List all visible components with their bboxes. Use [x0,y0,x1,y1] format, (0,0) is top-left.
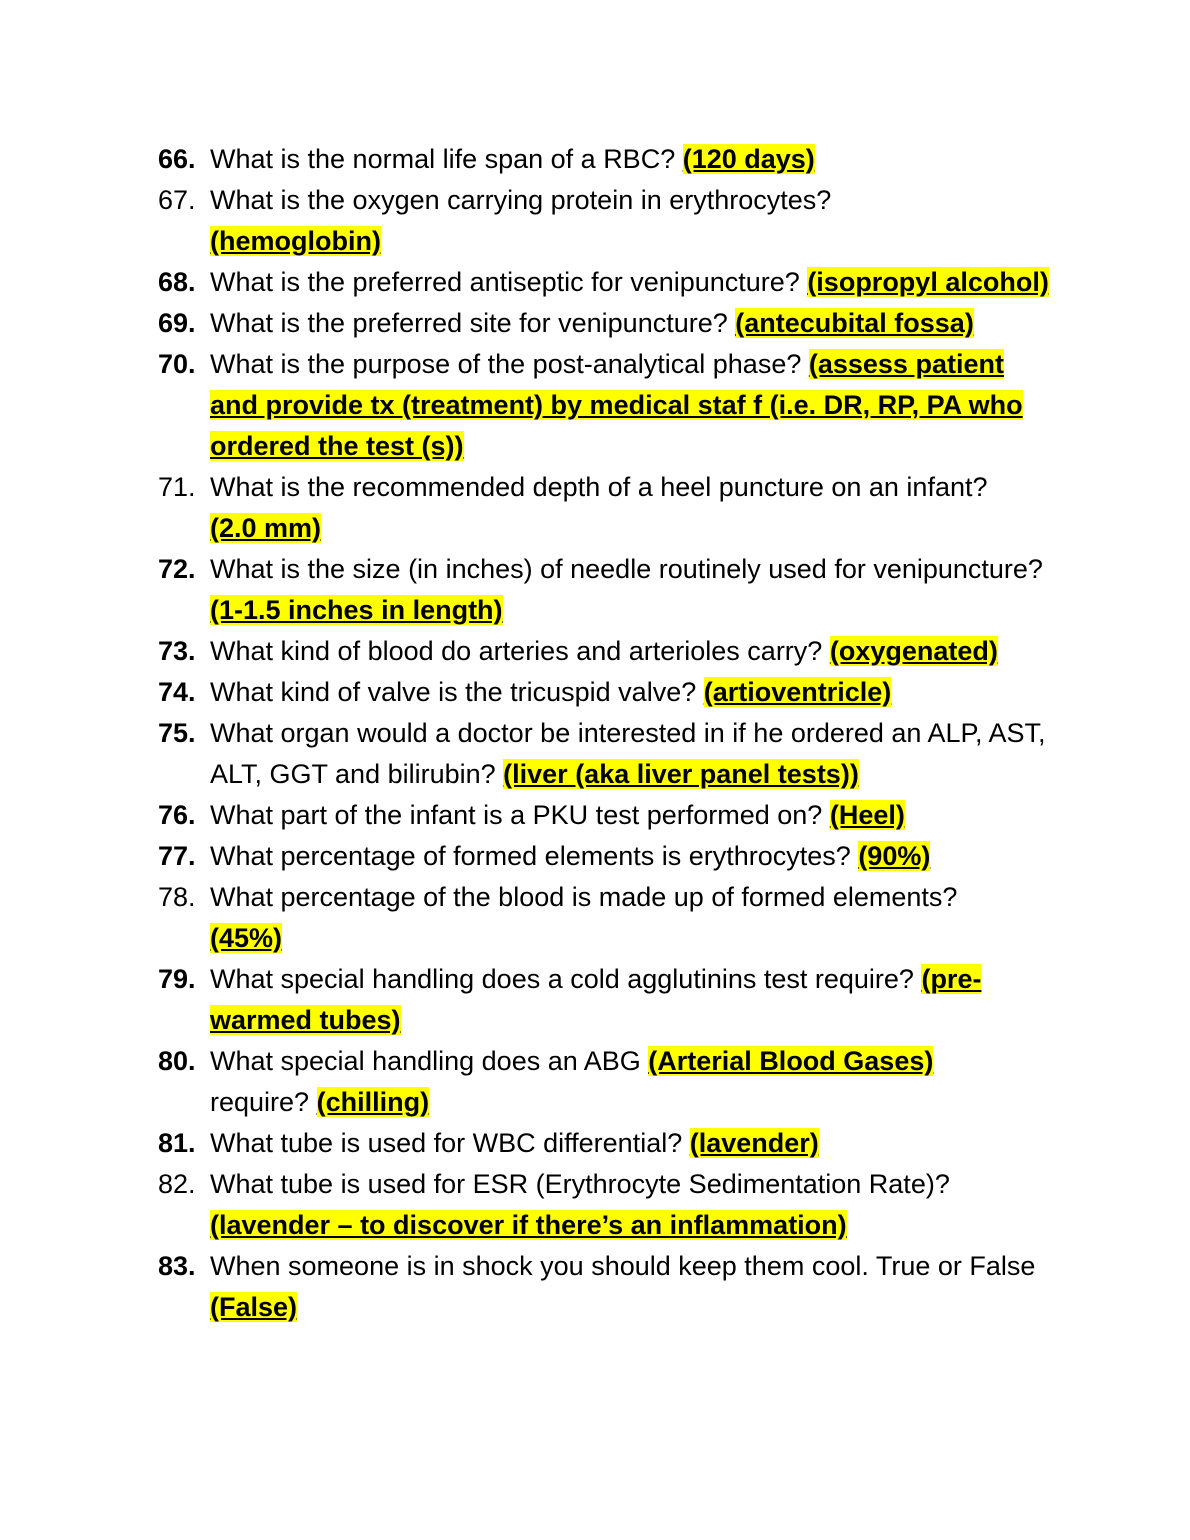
list-item-71 [158,467,1058,549]
question-text: What tube is used for ESR (Erythrocyte Sedimentation Rate)? [210,1169,950,1199]
question-text: What is the preferred site for venipuncture? [210,308,736,338]
list-item-68 [158,262,1058,303]
item-number: 69. [158,308,196,338]
item-number: 83. [158,1251,196,1281]
question-text: What is the oxygen carrying protein in erythrocytes? [210,185,832,215]
question-text: What kind of blood do arteries and arterioles carry? [210,636,830,666]
item-number: 79. [158,964,196,994]
question-text: What organ would a doctor be interested in if he ordered an ALP, AST, ALT, GGT and bilirubin? [210,718,1046,789]
list-item-78 [158,877,1058,959]
list-item-69 [158,303,1058,344]
answer-highlight: (antecubital fossa) [735,308,974,338]
question-text: What part of the infant is a PKU test performed on? [210,800,830,830]
list-item-74 [158,672,1058,713]
item-number: 78. [158,882,196,912]
list-item-79 [158,959,1058,1041]
answer-highlight: (pre-warmed tubes) [210,964,982,1035]
answer-highlight: (oxygenated) [829,636,998,666]
answer-highlight: (120 days) [682,144,815,174]
question-text: What special handling does a cold agglutinins test require? [210,964,922,994]
question-text: What is the purpose of the post-analytical phase? [210,349,809,379]
question-text: What tube is used for WBC differential? [210,1128,690,1158]
question-text: What percentage of the blood is made up of formed elements? [210,882,958,912]
item-number: 72. [158,554,196,584]
question-text: What kind of valve is the tricuspid valve? [210,677,704,707]
question-text: What is the preferred antiseptic for venipuncture? [210,267,808,297]
list-item-75 [158,713,1058,795]
answer-highlight: (isopropyl alcohol) [807,267,1049,297]
item-number: 67. [158,185,196,215]
item-number: 76. [158,800,196,830]
list-item-77 [158,836,1058,877]
answer-highlight: (False) [210,1292,298,1322]
item-number: 80. [158,1046,196,1076]
item-number: 82. [158,1169,196,1199]
answer-highlight: (liver (aka liver panel tests)) [503,759,859,789]
answer-highlight: (Heel) [829,800,905,830]
item-number: 77. [158,841,196,871]
answer-highlight: (lavender) [689,1128,819,1158]
answer-highlight: (artioventricle) [703,677,892,707]
list-item-81 [158,1123,1058,1164]
item-number: 74. [158,677,196,707]
item-number: 81. [158,1128,196,1158]
answer-highlight: (hemoglobin) [210,226,381,256]
question-text: What is the normal life span of a RBC? [210,144,683,174]
list-item-70 [158,344,1058,467]
list-item-73 [158,631,1058,672]
list-item-66 [158,139,1058,180]
list-item-72 [158,549,1058,631]
list-item-67 [158,180,1058,262]
question-text-tail: require? [210,1087,317,1117]
item-number: 75. [158,718,196,748]
answer-highlight: (2.0 mm) [210,513,322,543]
item-number: 73. [158,636,196,666]
answer-highlight: (lavender – to discover if there’s an inflammation) [210,1210,847,1240]
question-text: What is the recommended depth of a heel puncture on an infant? [210,472,988,502]
question-text: When someone is in shock you should keep them cool. True or False [210,1251,1036,1281]
question-list [158,139,1058,1328]
answer-highlight: (assess patient and provide tx (treatment) by medical staf f (i.e. DR, RP, PA who ordered the test (s)) [210,349,1023,461]
answer-highlight: (90%) [858,841,931,871]
item-number: 68. [158,267,196,297]
question-text: What is the size (in inches) of needle routinely used for venipuncture? [210,554,1043,584]
answer-highlight: (1-1.5 inches in length) [210,595,503,625]
answer-highlight-secondary: (chilling) [316,1087,430,1117]
list-item-83 [158,1246,1058,1328]
list-item-80 [158,1041,1058,1123]
item-number: 66. [158,144,196,174]
answer-highlight: (Arterial Blood Gases) [648,1046,934,1076]
list-item-76 [158,795,1058,836]
list-item-82 [158,1164,1058,1246]
question-text: What special handling does an ABG [210,1046,649,1076]
item-number: 70. [158,349,196,379]
item-number: 71. [158,472,196,502]
answer-highlight: (45%) [210,923,283,953]
question-text: What percentage of formed elements is erythrocytes? [210,841,859,871]
